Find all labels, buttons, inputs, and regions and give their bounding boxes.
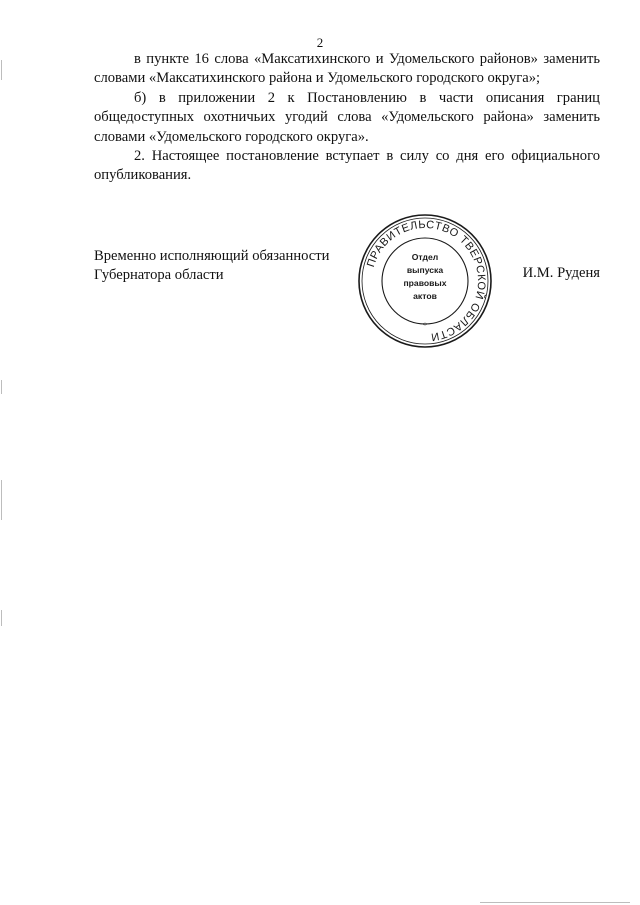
stamp-center-line3: правовых xyxy=(403,278,447,288)
scan-edge-mark xyxy=(1,480,2,520)
signature-position xyxy=(94,247,329,285)
stamp-center-line2: выпуска xyxy=(406,265,444,275)
page-number: 2 xyxy=(316,35,324,50)
scan-edge-mark xyxy=(480,902,630,903)
stamp-star: * xyxy=(423,321,427,330)
paragraph-item-v: в пункте 16 слова «Максатихинского и Удомельского районов» заменить словами «Максатихинского района и Удомельского городского округа»; xyxy=(94,51,600,87)
signature-position-line2: Губернатора области xyxy=(94,267,224,283)
signature-name: И.М. Руденя xyxy=(522,265,600,281)
scan-edge-mark xyxy=(1,380,2,394)
signature-position-line1: Временно исполняющий обязанности xyxy=(94,248,330,264)
stamp-center-line1: Отдел xyxy=(411,252,439,262)
document-body xyxy=(94,50,600,186)
paragraph-item-2: 2. Настоящее постановление вступает в силу со дня его официального опубликования. xyxy=(94,148,600,184)
official-stamp xyxy=(357,213,493,349)
scan-edge-mark xyxy=(1,60,2,80)
scan-edge-mark xyxy=(1,610,2,626)
stamp-center-text xyxy=(357,251,493,303)
stamp-ring-text: ПРАВИТЕЛЬСТВО ТВЕРСКОЙ ОБЛАСТИ xyxy=(364,218,488,343)
stamp-center-line4: актов xyxy=(413,291,437,301)
paragraph-item-b: б) в приложении 2 к Постановлению в части описания границ общедоступных охотничьих угодий слова «Удомельского района» заменить словами «Удомельского городского округа». xyxy=(94,89,600,145)
